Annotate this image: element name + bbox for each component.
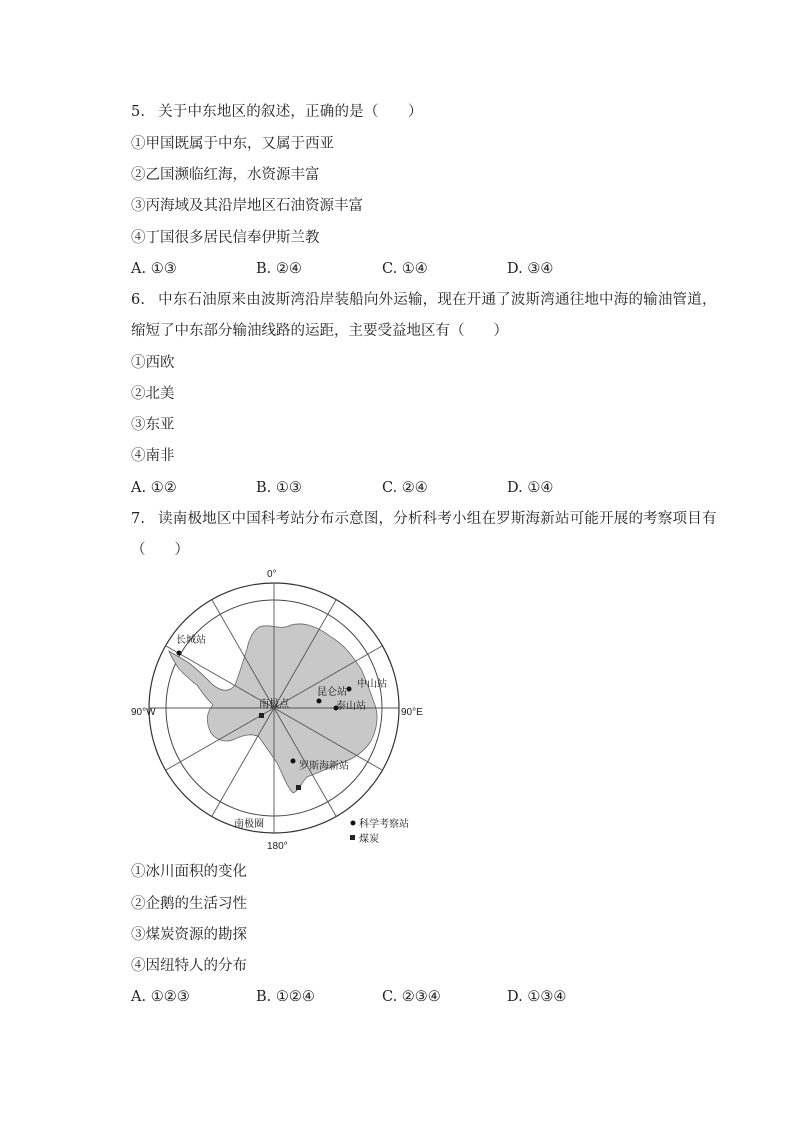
- station-zhongshan-dot: [347, 687, 352, 692]
- q6-statement-3: ③东亚: [131, 417, 175, 433]
- q6-number: 6.: [131, 292, 146, 308]
- label-lon-180: 180°: [267, 841, 288, 852]
- q6-option-d[interactable]: D. ①④: [507, 480, 554, 496]
- q7-option-b[interactable]: B. ①②④: [256, 989, 315, 1005]
- station-kunlun-dot: [317, 699, 322, 704]
- q5-stem: [131, 102, 423, 122]
- q7-option-a[interactable]: A. ①②③: [131, 989, 190, 1005]
- q6-option-b[interactable]: B. ①③: [256, 480, 302, 496]
- q5-statement-2: ②乙国濒临红海，水资源丰富: [131, 167, 320, 183]
- q6-stem-line-2: 缩短了中东部分输油线路的运距，主要受益地区有（ ）: [131, 323, 508, 339]
- legend-station-label: 科学考察站: [359, 819, 409, 830]
- q5-number: 5.: [131, 104, 146, 120]
- legend-coal-marker: [350, 835, 355, 840]
- q6-option-c[interactable]: C. ②④: [382, 480, 428, 496]
- q7-stem-line-2: （ ）: [131, 542, 189, 558]
- q7-number: 7.: [131, 511, 146, 527]
- label-kunlun: 昆仑站: [317, 687, 347, 698]
- q6-stem-line-1: [131, 290, 717, 310]
- station-rosshai-dot: [291, 759, 296, 764]
- label-zhongshan: 中山站: [357, 679, 387, 690]
- q5-statement-4: ④丁国很多居民信奉伊斯兰教: [131, 230, 320, 246]
- label-antarctic-circle: 南极圈: [234, 819, 264, 830]
- q5-statement-3: ③丙海域及其沿岸地区石油资源丰富: [131, 198, 363, 214]
- q5-option-a[interactable]: A. ①③: [131, 261, 177, 277]
- q7-statement-3: ③煤炭资源的勘探: [131, 927, 247, 943]
- label-lon-0: 0°: [267, 569, 277, 580]
- label-changcheng: 长城站: [176, 635, 206, 646]
- q7-statement-4: ④因纽特人的分布: [131, 958, 247, 974]
- label-lon-90e: 90°E: [401, 707, 423, 718]
- q6-statement-2: ②北美: [131, 386, 175, 402]
- legend-station-dot: [351, 821, 356, 826]
- label-taishan: 泰山站: [336, 701, 366, 712]
- q5-option-c[interactable]: C. ①④: [382, 261, 428, 277]
- q5-option-d[interactable]: D. ③④: [507, 261, 554, 277]
- q7-stem-text-1: 读南极地区中国科考站分布示意图，分析科考小组在罗斯海新站可能开展的考察项目有: [158, 511, 717, 527]
- q5-stem-text: 关于中东地区的叙述，正确的是（ ）: [158, 104, 423, 120]
- q7-stem-line-1: [131, 509, 717, 529]
- q5-option-b[interactable]: B. ②④: [256, 261, 302, 277]
- legend-coal-label: 煤炭: [359, 834, 379, 845]
- coal-marker-pole: [259, 713, 264, 718]
- q5-statement-1: ①甲国既属于中东，又属于西亚: [131, 136, 334, 152]
- q6-option-a[interactable]: A. ①②: [131, 480, 177, 496]
- q6-statement-4: ④南非: [131, 448, 175, 464]
- station-changcheng-dot: [177, 651, 182, 656]
- q6-statement-1: ①西欧: [131, 355, 175, 371]
- q6-stem-text-1: 中东石油原来由波斯湾沿岸装船向外运输，现在开通了波斯湾通往地中海的输油管道，: [158, 292, 717, 308]
- q7-statement-1: ①冰川面积的变化: [131, 864, 247, 880]
- q7-option-d[interactable]: D. ①③④: [507, 989, 567, 1005]
- label-lon-90w: 90°W: [131, 707, 156, 718]
- label-rosshai: 罗斯海新站: [299, 761, 349, 772]
- q7-statement-2: ②企鹅的生活习性: [131, 896, 247, 912]
- q7-option-c[interactable]: C. ②③④: [382, 989, 441, 1005]
- antarctic-map: [131, 565, 451, 855]
- coal-marker-ross: [296, 785, 301, 790]
- label-south-pole: 南极点: [259, 699, 289, 710]
